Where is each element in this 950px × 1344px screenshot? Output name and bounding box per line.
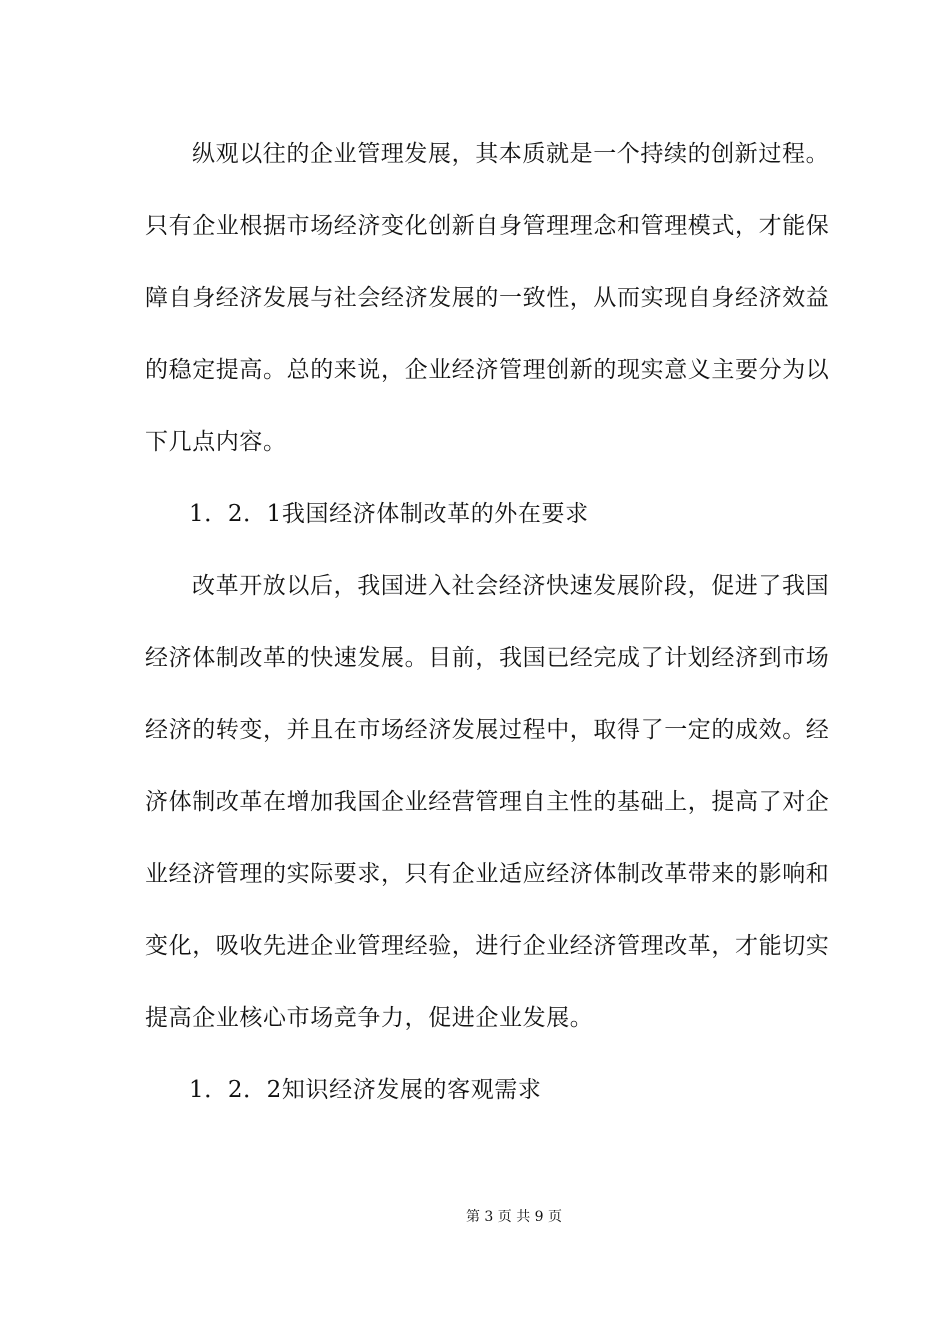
paragraph-line: 纵观以往的企业管理发展，其本质就是一个持续的创新过程。 [192,141,830,167]
paragraph-line: 障自身经济发展与社会经济发展的一致性，从而实现自身经济效益 [145,285,830,311]
paragraph-line: 提高企业核心市场竞争力，促进企业发展。 [145,1005,594,1031]
paragraph-line: 变化，吸收先进企业管理经验，进行企业经济管理改革，才能切实 [145,933,830,959]
paragraph-line: 经济体制改革的快速发展。目前，我国已经完成了计划经济到市场 [145,645,830,671]
page-number-footer: 第 3 页 共 9 页 [465,1209,563,1225]
paragraph-line: 只有企业根据市场经济变化创新自身管理理念和管理模式，才能保 [145,213,830,239]
section-heading: 1．2．1我国经济体制改革的外在要求 [189,501,589,527]
paragraph-line: 下几点内容。 [145,429,287,455]
paragraph-line: 济体制改革在增加我国企业经营管理自主性的基础上，提高了对企 [145,789,830,815]
paragraph-line: 经济的转变，并且在市场经济发展过程中，取得了一定的成效。经 [145,717,830,743]
section-heading: 1．2．2知识经济发展的客观需求 [189,1077,542,1103]
paragraph-line: 业经济管理的实际要求，只有企业适应经济体制改革带来的影响和 [145,861,830,887]
paragraph-line: 的稳定提高。总的来说，企业经济管理创新的现实意义主要分为以 [145,357,830,383]
paragraph-line: 改革开放以后，我国进入社会经济快速发展阶段，促进了我国 [192,573,830,599]
